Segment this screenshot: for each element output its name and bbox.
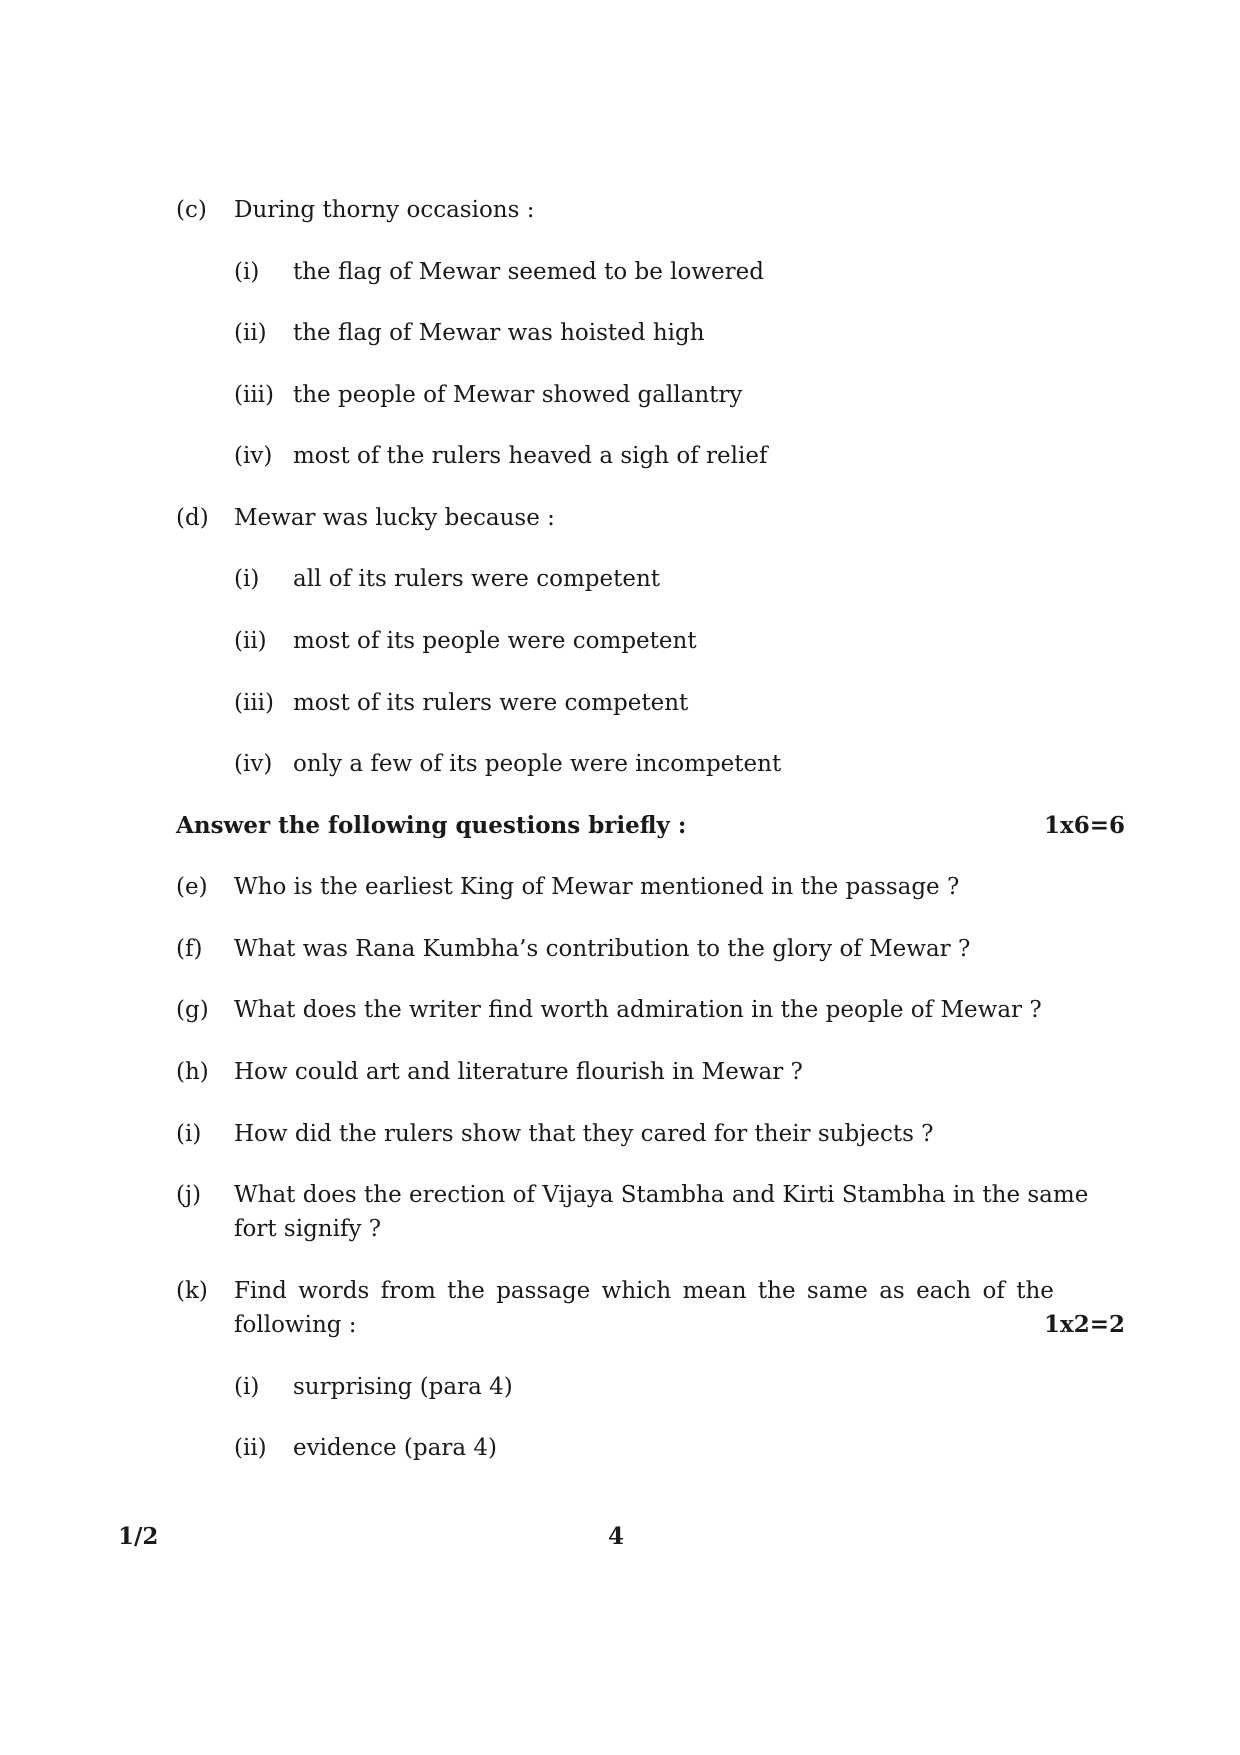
question-k-option-text: surprising (para 4)	[293, 1374, 513, 1400]
question-k-word: the	[757, 1278, 796, 1304]
section-marks: 1x6=6	[1044, 812, 1125, 839]
question-k-word: words	[298, 1278, 370, 1304]
question-k-option-label: (ii)	[234, 1435, 267, 1461]
question-c-option-label: (i)	[234, 259, 260, 285]
question-c-option-text: the people of Mewar showed gallantry	[293, 382, 743, 408]
question-k-word: mean	[682, 1278, 747, 1304]
question-g-text: What does the writer find worth admiration in the people of Mewar ?	[234, 997, 1042, 1023]
question-c-option-text: the flag of Mewar was hoisted high	[293, 320, 705, 346]
question-d-option-text: most of its people were competent	[293, 628, 697, 654]
question-c-option-label: (iv)	[234, 443, 273, 469]
question-c-stem: During thorny occasions :	[234, 197, 535, 223]
question-f-text: What was Rana Kumbha’s contribution to the glory of Mewar ?	[234, 936, 971, 962]
question-k-text-line2: following :	[234, 1312, 357, 1338]
question-k-label: (k)	[176, 1278, 208, 1304]
question-f-label: (f)	[176, 936, 203, 962]
question-d-option-text: all of its rulers were competent	[293, 566, 661, 592]
question-j-text-line2: fort signify ?	[234, 1216, 382, 1242]
question-d-option-label: (i)	[234, 566, 260, 592]
question-k-word: as	[879, 1278, 905, 1304]
question-d-option-label: (iv)	[234, 751, 273, 777]
question-d-stem: Mewar was lucky because :	[234, 505, 555, 531]
question-k-option-text: evidence (para 4)	[293, 1435, 497, 1461]
question-c-option-text: most of the rulers heaved a sigh of relief	[293, 443, 768, 469]
question-k-word: each	[916, 1278, 972, 1304]
question-g-label: (g)	[176, 997, 209, 1023]
question-k-word: from	[380, 1278, 436, 1304]
question-c-option-label: (iii)	[234, 382, 275, 408]
question-h-text: How could art and literature flourish in Mewar ?	[234, 1059, 803, 1085]
question-k-text-line1	[234, 1274, 1054, 1308]
question-k-word: which	[601, 1278, 672, 1304]
question-k-word: passage	[496, 1278, 591, 1304]
question-d-option-text: only a few of its people were incompetent	[293, 751, 782, 777]
question-i-text: How did the rulers show that they cared for their subjects ?	[234, 1121, 934, 1147]
question-i-label: (i)	[176, 1121, 202, 1147]
question-k-word: the	[1016, 1278, 1054, 1304]
question-k-word: same	[806, 1278, 868, 1304]
section-heading: Answer the following questions briefly :	[176, 812, 687, 839]
question-d-option-text: most of its rulers were competent	[293, 690, 689, 716]
page-number: 4	[608, 1523, 625, 1550]
question-j-label: (j)	[176, 1182, 202, 1208]
question-d-option-label: (iii)	[234, 690, 275, 716]
question-c-label: (c)	[176, 197, 207, 223]
question-k-word: of	[982, 1278, 1005, 1304]
question-k-option-label: (i)	[234, 1374, 260, 1400]
question-e-text: Who is the earliest King of Mewar mentioned in the passage ?	[234, 874, 960, 900]
question-e-label: (e)	[176, 874, 208, 900]
question-k-word: Find	[234, 1278, 287, 1304]
question-d-label: (d)	[176, 505, 209, 531]
question-c-option-label: (ii)	[234, 320, 267, 346]
question-k-word: the	[447, 1278, 485, 1304]
question-k-marks: 1x2=2	[1044, 1311, 1125, 1338]
question-h-label: (h)	[176, 1059, 209, 1085]
footer-code: 1/2	[118, 1523, 159, 1550]
question-d-option-label: (ii)	[234, 628, 267, 654]
question-j-text-line1: What does the erection of Vijaya Stambha and Kirti Stambha in the same	[234, 1182, 1089, 1208]
question-c-option-text: the flag of Mewar seemed to be lowered	[293, 259, 764, 285]
